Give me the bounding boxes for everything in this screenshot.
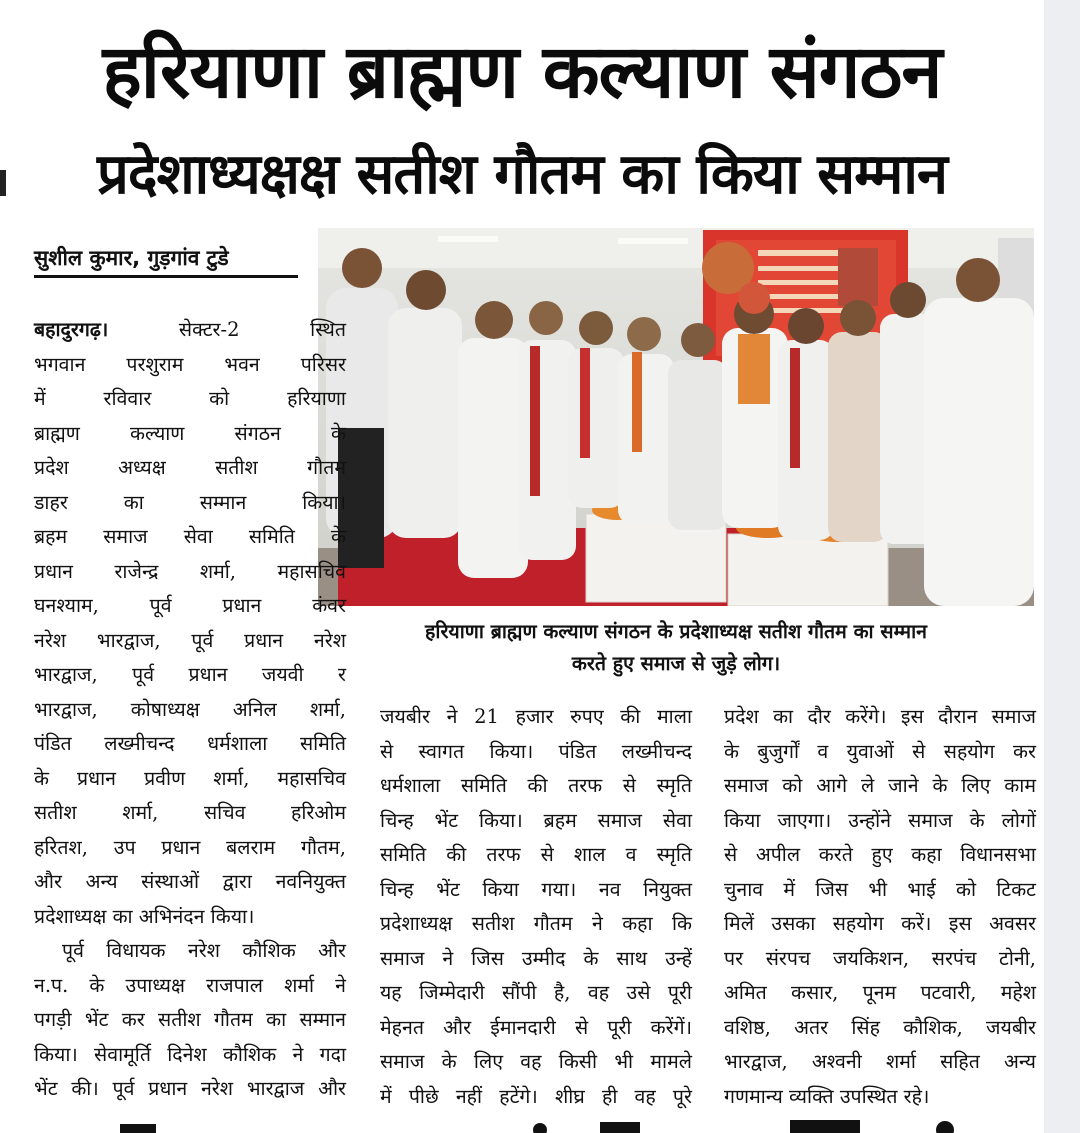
article-line: मेहनत और ईमानदारी से पूरी करेंगें।: [380, 1015, 692, 1039]
article-line: घनश्याम, पूर्व प्रधान कंवर: [34, 594, 346, 617]
article-line: पंडित लख्मीचन्द धर्मशाला समिति: [34, 732, 346, 755]
article-line: भेंट की। पूर्व प्रधान नरेश भारद्वाज और: [34, 1077, 346, 1100]
article-line: समिति की तरफ से शाल व स्मृति: [380, 843, 692, 866]
article-line: प्रदेश का दौर करेंगे। इस दौरान समाज: [724, 705, 1036, 728]
caption-line-1: हरियाणा ब्राह्मण कल्याण संगठन के प्रदेशाध्यक्ष सतीश गौतम का सम्मान: [425, 620, 927, 643]
article-line: प्रधान राजेन्द्र शर्मा, महासचिव: [34, 559, 346, 583]
article-line: डाहर का सम्मान किया।: [34, 490, 346, 514]
white-table: [728, 534, 888, 606]
article-line: प्रदेश अध्यक्ष सतीश गौतम: [34, 456, 346, 479]
article-line: से स्वागत किया। पंडित लख्मीचन्द: [380, 739, 692, 763]
article-line: में पीछे नहीं हटेंगे। शीघ्र ही वह पूरे: [380, 1084, 692, 1108]
article-line: किया जाएगा। उन्होंने समाज के लोगों: [724, 808, 1036, 832]
article-line: भारद्वाज, कोषाध्यक्ष अनिल शर्मा,: [34, 697, 346, 721]
article-line: भारद्वाज, अश्वनी शर्मा सहित अन्य: [724, 1050, 1036, 1073]
article-line: ब्राह्मण कल्याण संगठन के: [34, 421, 346, 445]
photo-caption: [318, 616, 1034, 680]
article-line: पगड़ी भेंट कर सतीश गौतम का सम्मान: [34, 1008, 346, 1031]
article-line: अमित कसार, पूनम पटवारी, महेश: [724, 981, 1036, 1004]
sub-headline: प्रदेशाध्यक्षक्ष सतीश गौतम का किया सम्मान: [97, 142, 947, 207]
event-photo-illustration: [318, 228, 1034, 606]
article-line: हरितश, उप प्रधान बलराम गौतम,: [34, 835, 346, 859]
article-line: चिन्ह भेंट किया। ब्रहम समाज सेवा: [380, 808, 692, 832]
main-headline: हरियाणा ब्राह्मण कल्याण संगठन: [102, 29, 942, 115]
page-edge-strip: [1044, 0, 1080, 1133]
article-line: जयबीर ने 21 हजार रुपए की माला: [380, 705, 692, 728]
article-line: समाज के लिए वह किसी भी मामले: [380, 1050, 692, 1073]
article-line: चुनाव में जिस भी भाई को टिकट: [724, 877, 1036, 901]
article-line: प्रदेशाध्यक्ष का अभिनंदन किया।: [34, 904, 255, 928]
article-line: ब्रहम समाज सेवा समिति के: [34, 525, 346, 548]
article-column-3: [724, 700, 1036, 1114]
article-line: समाज को आगे ले जाने के लिए काम: [724, 774, 1036, 797]
article-column-2: [380, 700, 692, 1114]
article-line: प्रदेशाध्यक्ष सतीश गौतम ने कहा कि: [380, 912, 692, 935]
event-photo: [318, 228, 1034, 606]
article-line: न.प. के उपाध्यक्ष राजपाल शर्मा ने: [34, 973, 346, 997]
article-line: भगवान परशुराम भवन परिसर: [34, 352, 346, 376]
article-line: पूर्व विधायक नरेश कौशिक और: [62, 939, 346, 962]
article-line: नरेश भारद्वाज, पूर्व प्रधान नरेश: [34, 628, 346, 652]
article-line: समाज ने जिस उम्मीद के साथ उन्हें: [380, 946, 692, 970]
article-line: चिन्ह भेंट किया गया। नव नियुक्त: [380, 877, 692, 901]
article-line: गणमान्य व्यक्ति उपस्थित रहे।: [724, 1084, 930, 1108]
caption-line-2: करते हुए समाज से जुड़े लोग।: [571, 652, 781, 675]
article-column-1: [34, 313, 346, 1107]
dateline: बहादुरगढ़।: [34, 318, 109, 341]
article-line: धर्मशाला समिति की तरफ से स्मृति: [380, 774, 692, 797]
article-line: से अपील करते हुए कहा विधानसभा: [724, 843, 1036, 866]
article-line: किया। सेवामूर्ति दिनेश कौशिक ने गदा: [34, 1042, 346, 1066]
next-headline-fragment: [0, 1112, 1044, 1133]
article-line: पर संरपच जयकिशन, सरपंच टोनी,: [724, 946, 1036, 970]
article-line: यह जिम्मेदारी सौंपी है, वह उसे पूरी: [380, 981, 692, 1004]
article-line: के प्रधान प्रवीण शर्मा, महासचिव: [34, 766, 346, 790]
article-line: बहादुरगढ़। सेक्टर-2 स्थित: [34, 318, 346, 341]
article-line: वशिष्ठ, अतर सिंह कौशिक, जयबीर: [724, 1015, 1036, 1039]
article-line: में रविवार को हरियाणा: [34, 387, 346, 410]
article-line: के बुजुर्गों व युवाओं से सहयोग कर: [724, 739, 1036, 763]
article-line: सतीश शर्मा, सचिव हरिओम: [34, 801, 346, 824]
article-line: भारद्वाज, पूर्व प्रधान जयवी र: [34, 663, 346, 686]
article-line: और अन्य संस्थाओं द्वारा नवनियुक्त: [34, 870, 346, 893]
byline: सुशील कुमार, गुड़गांव टुडे: [34, 241, 298, 278]
article-line: मिलें उसका सहयोग करें। इस अवसर: [724, 912, 1036, 935]
